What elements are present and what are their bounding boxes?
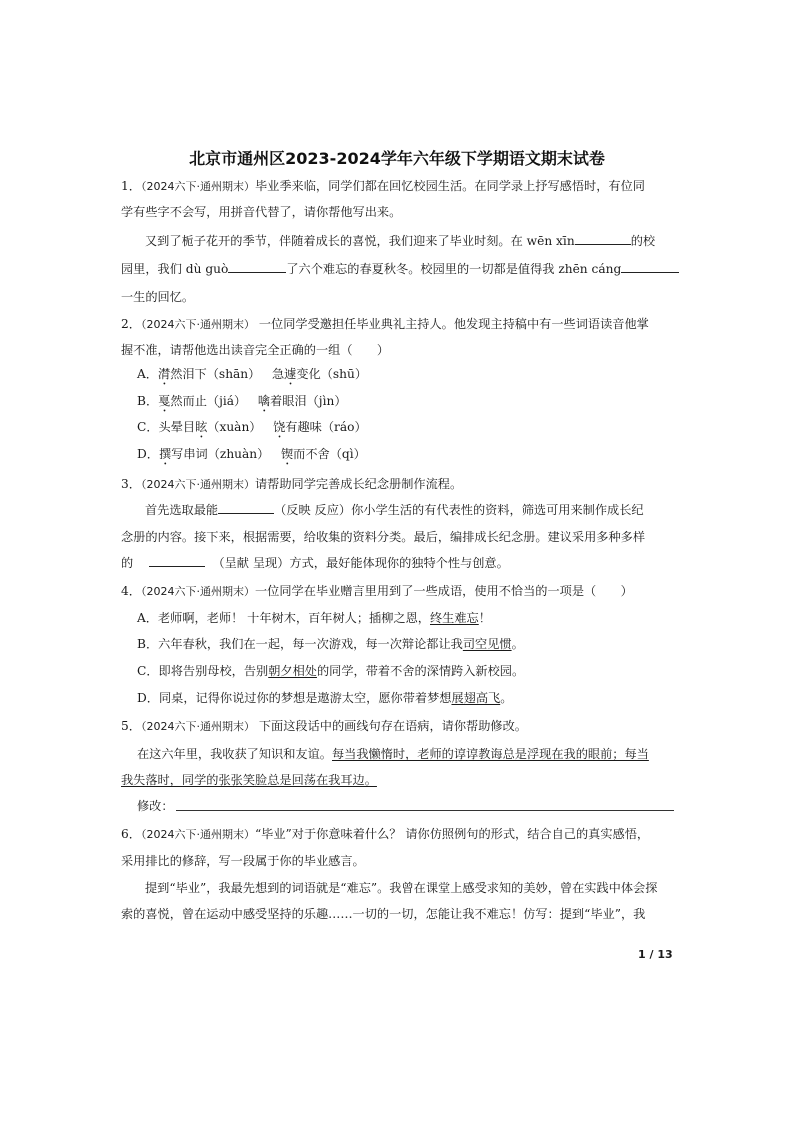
dotted-char: 噙: [257, 394, 271, 408]
q6-p1: 提到“毕业”，我最先想到的词语就是“难忘”。我曾在课堂上感受求知的美妙，曾在实践中体会探: [145, 881, 658, 895]
q5-para-line2: [121, 772, 377, 788]
q5-underlined-sentence: 每当我懒惰时，老师的谆谆教诲总是浮现在我的眼前；每当: [332, 747, 649, 761]
option-word2: 着眼泪（jìn）: [270, 394, 347, 408]
q1-number: 1．: [121, 179, 141, 193]
q4-stem-line: [121, 583, 633, 600]
q3-p3-b: （呈献 呈现）方式，最好能体现你的独特个性与创意。: [212, 556, 509, 570]
option-word1: （xuàn）: [207, 420, 262, 434]
dotted-char: 锲: [280, 447, 294, 461]
q3-tag: （2024六下·通州期末）: [140, 478, 255, 491]
q6-stem-a: “毕业”对于你意味着什么？ 请你仿照例句的形式，结合自己的真实感悟，: [254, 827, 650, 841]
q5-number: 5．: [121, 719, 141, 733]
q3-para-line3: [121, 555, 509, 571]
q1-p1-end: 的校: [630, 234, 656, 248]
q1-tag: （2024六下·通州期末）: [140, 180, 255, 193]
q3-para-line1: [145, 502, 644, 518]
q6-number: 6．: [121, 827, 141, 841]
option-text-end: 。: [500, 691, 513, 705]
option-text: B．六年春秋，我们在一起，每一次游戏，每一次辩论都让我: [137, 637, 463, 651]
underlined-idiom: 终生难忘: [430, 611, 479, 625]
q1-p3: 一生的回忆。: [121, 290, 195, 304]
option-letter: B．: [137, 394, 159, 408]
q5-modify-label: 修改：: [137, 799, 174, 813]
dotted-char: 遽: [284, 367, 297, 381]
q2-option-a[interactable]: [137, 366, 367, 388]
q3-number: 3．: [121, 477, 141, 491]
q4-stem: 一位同学在毕业赠言里用到了一些成语，使用不恰当的一项是（ ）: [254, 584, 633, 598]
option-letter: C．: [137, 420, 159, 434]
q5-p1-a: 在这六年里，我收获了知识和友谊。: [137, 747, 332, 761]
q1-stem-line1: [121, 178, 645, 195]
dotted-char: 眩: [195, 420, 208, 434]
q2-stem-b: 握不准，请帮他选出读音完全正确的一组（ ）: [121, 343, 390, 357]
dotted-char: 撰: [158, 447, 172, 461]
q1-para-line2: [121, 261, 679, 277]
page-number: 1 / 13: [638, 948, 673, 961]
q3-p3-a: 的: [121, 556, 134, 570]
q2-stem-line1: [121, 316, 649, 333]
q2-option-c[interactable]: [137, 419, 367, 441]
option-word2: 有趣味（ráo）: [285, 420, 367, 434]
option-letter: A．: [137, 367, 158, 381]
q1-p1: 又到了栀子花开的季节，伴随着成长的喜悦，我们迎来了毕业时刻。在 wēn xīn: [145, 234, 575, 248]
option-text: D．同桌，记得你说过你的梦想是遨游太空，愿你带着梦想: [137, 691, 452, 705]
option-word1: 然泪下（shān）: [170, 367, 261, 381]
answer-blank[interactable]: [621, 261, 679, 273]
option-text-end: ！: [478, 611, 491, 625]
option-text: C．即将告别母校，告别: [137, 664, 269, 678]
underlined-idiom: 朝夕相处: [268, 664, 317, 678]
q1-p2-b: 了六个难忘的春夏秋冬。校园里的一切都是值得我 zhēn cáng: [286, 262, 622, 276]
answer-blank[interactable]: [228, 261, 286, 273]
option-text-end: 的同学，带着不舍的深情跨入新校园。: [316, 664, 525, 678]
option-letter: D．: [137, 447, 159, 461]
q4-tag: （2024六下·通州期末）: [140, 585, 255, 598]
q3-p2: 念册的内容。接下来，根据需要，给收集的资料分类。最后，编排成长纪念册。建议采用多种多样: [121, 530, 646, 544]
dotted-char: 饶: [273, 420, 286, 434]
q6-stem-b: 采用排比的修辞，写一段属于你的毕业感言。: [121, 854, 365, 868]
answer-blank[interactable]: [575, 233, 631, 245]
option-word2: 而不舍（qì）: [293, 447, 366, 461]
q3-stem: 请帮助同学完善成长纪念册制作流程。: [254, 477, 463, 491]
page-title: 北京市通州区2023-2024学年六年级下学期语文期末试卷: [189, 149, 605, 168]
q6-stem-line1: [121, 826, 649, 843]
answer-blank[interactable]: [149, 555, 205, 567]
option-word1-start: 头晕目: [158, 420, 196, 434]
option-text: A．老师啊，老师！ 十年树木，百年树人；插柳之恩，: [137, 611, 430, 625]
q6-p2: 索的喜悦，曾在运动中感受坚持的乐趣……一切的一切，怎能让我不难忘！仿写：提到“毕业”，我: [121, 907, 646, 921]
q5-stem: 下面这段话中的画线句存在语病，请你帮助修改。: [254, 719, 527, 733]
q5-para-line1: [137, 746, 649, 762]
q6-tag: （2024六下·通州期末）: [140, 828, 255, 841]
q1-p2-a: 园里，我们 dù guò: [121, 262, 229, 276]
q3-stem-line: [121, 476, 462, 493]
q1-para-line1: [145, 233, 655, 249]
q4-option-d[interactable]: [137, 690, 512, 706]
option-word1: 写串词（zhuàn）: [171, 447, 270, 461]
q5-underlined-sentence-cont: 我失落时，同学的张张笑脸总是回荡在我耳边。: [121, 773, 377, 787]
modify-answer-line[interactable]: [176, 810, 674, 811]
q4-option-c[interactable]: [137, 663, 524, 679]
q3-p1-a: 首先选取最能: [145, 503, 219, 517]
q3-p1-b: （反映 反应）你小学生活的有代表性的资料，筛选可用来制作成长纪: [274, 503, 644, 517]
option-text-end: 。: [511, 637, 524, 651]
option-word2: 变化（shū）: [296, 367, 368, 381]
q4-option-a[interactable]: [137, 610, 491, 626]
underlined-idiom: 展翅高飞: [451, 691, 501, 705]
q2-number: 2．: [121, 317, 141, 331]
q1-stem-b: 学有些字不会写，用拼音代替了，请你帮他写出来。: [121, 205, 402, 219]
option-word2-start: 急: [271, 367, 285, 381]
option-word1: 然而止（jiá）: [170, 394, 247, 408]
q4-number: 4．: [121, 584, 141, 598]
q2-tag: （2024六下·通州期末）: [140, 318, 255, 331]
q5-stem-line: [121, 718, 527, 735]
underlined-idiom: 司空见惯: [462, 637, 512, 651]
q2-option-d[interactable]: [137, 446, 366, 468]
answer-blank[interactable]: [218, 502, 274, 514]
q1-stem-a: 毕业季来临，同学们都在回忆校园生活。在同学录上抒写感悟时，有位同: [254, 179, 645, 193]
q2-stem-a: 一位同学受邀担任毕业典礼主持人。他发现主持稿中有一些词语读音他掌: [254, 317, 649, 331]
q2-option-b[interactable]: [137, 393, 347, 415]
q5-tag: （2024六下·通州期末）: [140, 720, 255, 733]
dotted-char: 戛: [158, 394, 171, 408]
dotted-char: 潸: [158, 367, 171, 381]
q4-option-b[interactable]: [137, 636, 524, 652]
